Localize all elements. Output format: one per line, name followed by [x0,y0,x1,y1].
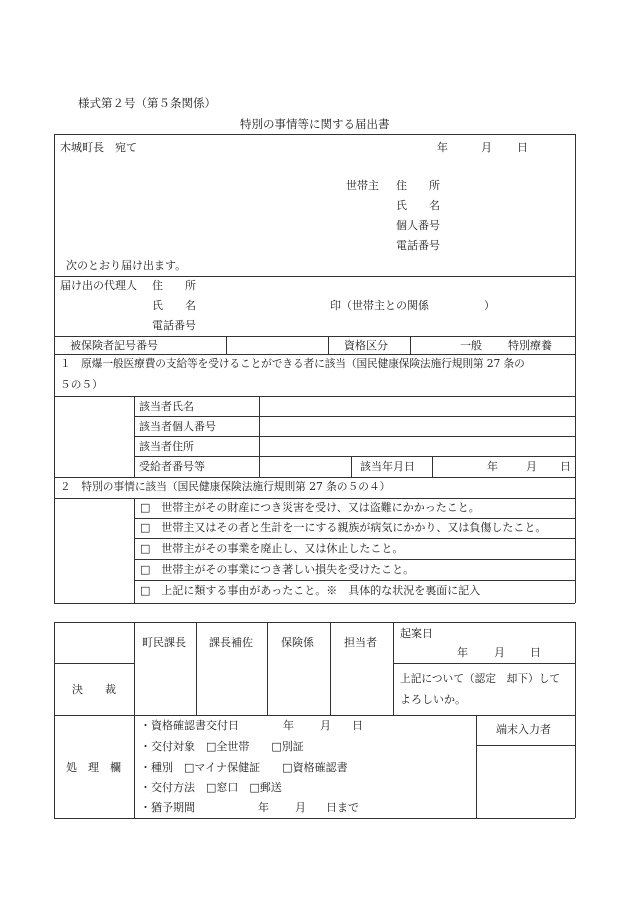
qualification-label: 資格区分 [344,339,388,352]
office-col3 [267,622,268,715]
office-border-bottom [54,818,575,819]
reason-item[interactable]: □ 世帯主又はその者と生計を一にする親族が病気にかかり、又は負傷したこと。 [140,521,547,534]
office-col1 [134,622,135,818]
agent-label: 届け出の代理人 [60,279,137,292]
col-mayor: 町民課長 [142,636,186,649]
reason-item[interactable]: □ 世帯主がその財産につき災害を受け、又は盗難にかかったこと。 [140,501,480,514]
applicable-date-label: 該当年月日 [360,460,415,473]
statement-text: 次のとおり届け出ます。 [66,259,187,272]
draft-day: 日 [530,646,541,659]
qualification-general: 一般 [460,339,482,352]
office-col2 [196,622,197,715]
agent-phone-label: 電話番号 [152,319,196,332]
form-number: 様式第２号（第５条関係） [78,96,216,110]
applicable-day: 日 [560,460,571,473]
rule-s1-row1 [134,416,575,417]
householder-number-label: 個人番号 [396,219,440,232]
reason-item[interactable]: □ 世帯主がその事業につき著しい損失を受けたこと。 [140,563,415,576]
applicable-month: 月 [526,460,537,473]
section1-title-line1: １ 原爆一般医療費の支給等を受けることができる者に該当（国民健康保険法施行規則第 27 条の [60,357,525,370]
householder-address-label: 住 所 [396,179,440,192]
person-number-label: 該当者個人番号 [139,420,216,433]
rule-after-agent [54,336,575,337]
section1-title-line2: ５の５） [60,378,103,391]
office-rule-terminal [476,745,575,746]
office-col5 [393,622,394,715]
agent-address-label: 住 所 [152,279,196,292]
rule-insurance-v3 [410,336,411,354]
col-insurance: 保険係 [281,636,314,649]
householder-name-label: 氏 名 [396,199,440,212]
rule-s2-row1 [134,518,575,519]
page-title: 特別の事情等に関する届出書 [240,117,390,131]
date-day: 日 [517,141,528,154]
office-border-left [54,622,55,818]
proc-method[interactable]: ・交付方法 □窓口 □郵送 [140,781,282,794]
rule-s2-row4 [134,580,575,581]
office-rule-approval [54,715,575,716]
section2-title: ２ 特別の事情に該当（国民健康保険法施行規則第 27 条の５の４） [60,480,391,493]
draft-month: 月 [494,646,505,659]
applicable-year: 年 [487,460,498,473]
householder-phone-label: 電話番号 [396,239,440,252]
rule-s1-label-col [134,396,135,477]
col-staff: 担当者 [344,636,377,649]
person-address-label: 該当者住所 [139,440,194,453]
qualification-special: 特別療養 [508,339,552,352]
rule-s1-date-col1 [351,456,352,477]
rule-after-section1-title [54,396,575,397]
rule-s1-row3 [134,456,575,457]
office-rule-draft [393,663,575,664]
reason-item[interactable]: □ 世帯主がその事業を廃止し、又は休止したこと。 [140,542,404,555]
recipient-number-label: 受給者番号等 [139,460,205,473]
date-month: 月 [481,141,492,154]
form-border-left [54,134,55,603]
draft-date-label: 起案日 [400,627,433,640]
approval-text-line2: よろしいか。 [400,693,466,706]
proc-issue-month: 月 [320,719,331,732]
office-rule-head [54,663,134,664]
proc-grace-month: 月 [295,801,306,814]
rule-insurance-v1 [226,336,227,354]
rule-after-insurance [54,354,575,355]
rule-s1-row2 [134,436,575,437]
proc-issue-day: 日 [352,719,363,732]
rule-insurance-v2 [328,336,329,354]
draft-year: 年 [457,646,468,659]
agent-name-label: 氏 名 [152,299,196,312]
office-border-right [575,622,576,818]
rule-s1-value-col [259,396,260,477]
agent-seal-relation: 印（世帯主との関係 ） [330,299,495,312]
col-deputy: 課長補佐 [209,636,253,649]
householder-label: 世帯主 [346,179,379,192]
proc-grace-until: 日まで [326,801,359,814]
form-border-right [575,134,576,603]
rule-s1-date-col2 [432,456,433,477]
rule-s2-label-col [134,498,135,603]
approval-label: 決 裁 [72,683,116,696]
addressee-to: 木城町長 宛て [60,141,137,154]
rule-after-section1 [54,477,575,478]
proc-grace-year: 年 [258,801,269,814]
proc-issue-date: ・資格確認書交付日 [140,719,239,732]
rule-s2-row3 [134,559,575,560]
rule-s2-row2 [134,538,575,539]
proc-type[interactable]: ・種別 □マイナ保健証 □資格確認書 [140,761,348,774]
person-name-label: 該当者氏名 [139,400,194,413]
rule-after-section2-title [54,498,575,499]
proc-grace: ・猶予期間 [140,801,195,814]
form-border-bottom [54,603,575,604]
processing-label: 処 理 欄 [66,761,121,774]
office-col4 [330,622,331,715]
proc-target[interactable]: ・交付対象 □全世帯 □別証 [140,740,304,753]
form-border-top [54,134,575,135]
terminal-label: 端末入力者 [496,723,551,736]
date-year: 年 [437,141,448,154]
office-col-terminal [476,715,477,818]
reason-item[interactable]: □ 上記に類する事由があったこと。※ 具体的な状況を裏面に記入 [140,584,481,597]
office-border-top [54,622,575,623]
approval-text-line1: 上記について（認定 却下）して [400,672,561,685]
rule-after-addressee [54,276,575,277]
insured-number-label: 被保険者記号番号 [70,339,158,352]
proc-issue-year: 年 [283,719,294,732]
